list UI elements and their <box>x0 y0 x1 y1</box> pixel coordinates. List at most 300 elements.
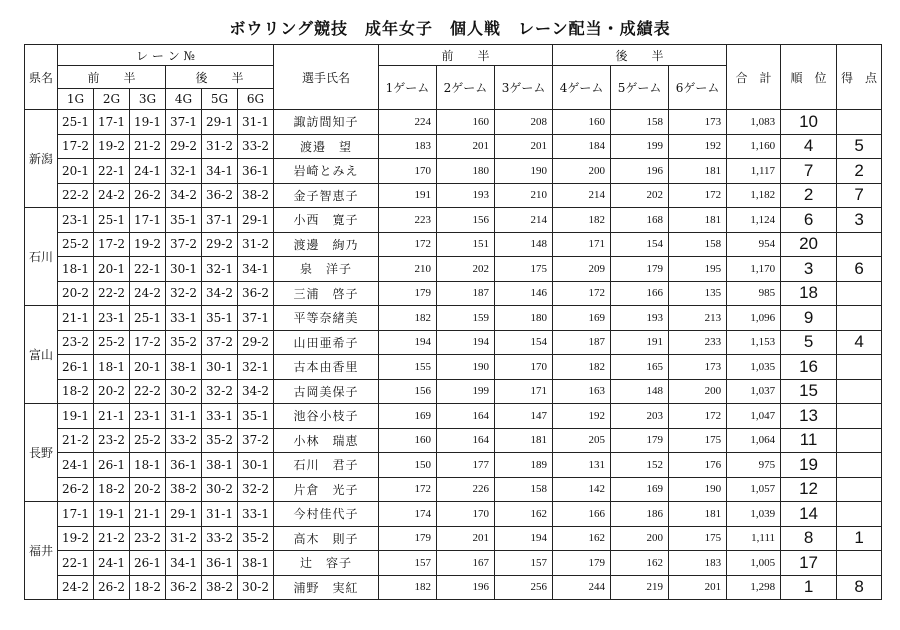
player-name-cell: 山田亜希子 <box>274 330 379 355</box>
lane-cell-2g: 22-2 <box>94 281 130 306</box>
total-cell: 1,037 <box>727 379 781 404</box>
header-lane-6g: 6G <box>238 89 274 110</box>
header-points: 得 点 <box>837 45 882 110</box>
header-lane-first-half: 前 半 <box>58 66 166 89</box>
game-score-cell-3: 210 <box>495 183 553 208</box>
results-body <box>25 110 882 600</box>
lane-cell-5g: 34-2 <box>202 281 238 306</box>
game-score-cell-2: 202 <box>437 257 495 282</box>
game-score-cell-6: 173 <box>669 110 727 135</box>
game-score-cell-1: 157 <box>379 551 437 576</box>
game-score-cell-4: 187 <box>553 330 611 355</box>
game-score-cell-5: 169 <box>611 477 669 502</box>
game-score-cell-5: 158 <box>611 110 669 135</box>
rank-cell: 1 <box>781 575 837 600</box>
game-score-cell-4: 209 <box>553 257 611 282</box>
game-score-cell-5: 179 <box>611 257 669 282</box>
lane-cell-3g: 21-1 <box>130 502 166 527</box>
lane-cell-5g: 34-1 <box>202 159 238 184</box>
lane-cell-2g: 24-2 <box>94 183 130 208</box>
lane-cell-1g: 21-2 <box>58 428 94 453</box>
game-score-cell-2: 151 <box>437 232 495 257</box>
lane-cell-6g: 34-1 <box>238 257 274 282</box>
game-score-cell-2: 193 <box>437 183 495 208</box>
game-score-cell-6: 176 <box>669 453 727 478</box>
lane-cell-1g: 25-2 <box>58 232 94 257</box>
lane-cell-4g: 34-2 <box>166 183 202 208</box>
table-row <box>25 477 882 502</box>
game-score-cell-3: 154 <box>495 330 553 355</box>
game-score-cell-2: 190 <box>437 355 495 380</box>
game-score-cell-2: 199 <box>437 379 495 404</box>
game-score-cell-4: 163 <box>553 379 611 404</box>
rank-cell: 9 <box>781 306 837 331</box>
table-row <box>25 232 882 257</box>
points-cell: 5 <box>837 134 882 159</box>
lane-cell-6g: 37-1 <box>238 306 274 331</box>
lane-cell-2g: 21-1 <box>94 404 130 429</box>
header-game-3: 3ゲーム <box>495 66 553 110</box>
game-score-cell-2: 159 <box>437 306 495 331</box>
player-name-cell: 平等奈緒美 <box>274 306 379 331</box>
player-name-cell: 小林 瑞恵 <box>274 428 379 453</box>
lane-cell-3g: 26-1 <box>130 551 166 576</box>
lane-cell-2g: 26-2 <box>94 575 130 600</box>
game-score-cell-3: 147 <box>495 404 553 429</box>
lane-cell-1g: 23-1 <box>58 208 94 233</box>
game-score-cell-4: 192 <box>553 404 611 429</box>
game-score-cell-5: 191 <box>611 330 669 355</box>
game-score-cell-3: 157 <box>495 551 553 576</box>
game-score-cell-6: 135 <box>669 281 727 306</box>
lane-cell-2g: 20-1 <box>94 257 130 282</box>
lane-cell-5g: 29-2 <box>202 232 238 257</box>
game-score-cell-4: 182 <box>553 208 611 233</box>
lane-cell-2g: 25-1 <box>94 208 130 233</box>
lane-cell-3g: 20-2 <box>130 477 166 502</box>
game-score-cell-1: 150 <box>379 453 437 478</box>
table-row <box>25 551 882 576</box>
table-row <box>25 575 882 600</box>
game-score-cell-3: 170 <box>495 355 553 380</box>
lane-cell-5g: 37-2 <box>202 330 238 355</box>
lane-cell-6g: 30-2 <box>238 575 274 600</box>
game-score-cell-3: 256 <box>495 575 553 600</box>
lane-cell-1g: 25-1 <box>58 110 94 135</box>
game-score-cell-5: 193 <box>611 306 669 331</box>
game-score-cell-4: 171 <box>553 232 611 257</box>
lane-cell-5g: 36-2 <box>202 183 238 208</box>
game-score-cell-5: 148 <box>611 379 669 404</box>
game-score-cell-3: 171 <box>495 379 553 404</box>
game-score-cell-5: 179 <box>611 428 669 453</box>
lane-cell-1g: 26-2 <box>58 477 94 502</box>
game-score-cell-4: 166 <box>553 502 611 527</box>
game-score-cell-4: 169 <box>553 306 611 331</box>
player-name-cell: 石川 君子 <box>274 453 379 478</box>
game-score-cell-1: 156 <box>379 379 437 404</box>
results-table <box>24 44 882 600</box>
player-name-cell: 池谷小枝子 <box>274 404 379 429</box>
lane-cell-4g: 35-2 <box>166 330 202 355</box>
game-score-cell-5: 152 <box>611 453 669 478</box>
game-score-cell-1: 172 <box>379 477 437 502</box>
lane-cell-4g: 37-2 <box>166 232 202 257</box>
lane-cell-4g: 29-2 <box>166 134 202 159</box>
game-score-cell-3: 175 <box>495 257 553 282</box>
lane-cell-1g: 20-2 <box>58 281 94 306</box>
lane-cell-3g: 22-2 <box>130 379 166 404</box>
game-score-cell-6: 172 <box>669 183 727 208</box>
game-score-cell-1: 223 <box>379 208 437 233</box>
total-cell: 1,124 <box>727 208 781 233</box>
table-row <box>25 134 882 159</box>
lane-cell-5g: 29-1 <box>202 110 238 135</box>
player-name-cell: 浦野 実紅 <box>274 575 379 600</box>
header-lane-no: レ ー ン № <box>58 45 274 66</box>
game-score-cell-2: 187 <box>437 281 495 306</box>
lane-cell-6g: 33-1 <box>238 502 274 527</box>
lane-cell-2g: 26-1 <box>94 453 130 478</box>
lane-cell-5g: 32-1 <box>202 257 238 282</box>
game-score-cell-2: 180 <box>437 159 495 184</box>
lane-cell-6g: 36-1 <box>238 159 274 184</box>
game-score-cell-6: 201 <box>669 575 727 600</box>
table-row <box>25 257 882 282</box>
game-score-cell-6: 192 <box>669 134 727 159</box>
lane-cell-2g: 20-2 <box>94 379 130 404</box>
game-score-cell-2: 156 <box>437 208 495 233</box>
rank-cell: 12 <box>781 477 837 502</box>
header-rank: 順 位 <box>781 45 837 110</box>
header-lane-4g: 4G <box>166 89 202 110</box>
lane-cell-1g: 18-2 <box>58 379 94 404</box>
rank-cell: 20 <box>781 232 837 257</box>
game-score-cell-3: 180 <box>495 306 553 331</box>
lane-cell-2g: 19-1 <box>94 502 130 527</box>
lane-cell-3g: 22-1 <box>130 257 166 282</box>
total-cell: 1,064 <box>727 428 781 453</box>
rank-cell: 17 <box>781 551 837 576</box>
game-score-cell-5: 200 <box>611 526 669 551</box>
game-score-cell-2: 201 <box>437 134 495 159</box>
lane-cell-5g: 30-2 <box>202 477 238 502</box>
game-score-cell-5: 203 <box>611 404 669 429</box>
lane-cell-3g: 26-2 <box>130 183 166 208</box>
header-lane-2g: 2G <box>94 89 130 110</box>
rank-cell: 15 <box>781 379 837 404</box>
game-score-cell-2: 196 <box>437 575 495 600</box>
game-score-cell-4: 131 <box>553 453 611 478</box>
lane-cell-1g: 20-1 <box>58 159 94 184</box>
lane-cell-5g: 30-1 <box>202 355 238 380</box>
header-game-5: 5ゲーム <box>611 66 669 110</box>
header-first-half-scores: 前 半 <box>379 45 553 66</box>
points-cell <box>837 404 882 429</box>
lane-cell-3g: 23-2 <box>130 526 166 551</box>
game-score-cell-6: 173 <box>669 355 727 380</box>
game-score-cell-2: 226 <box>437 477 495 502</box>
lane-cell-3g: 17-1 <box>130 208 166 233</box>
game-score-cell-1: 224 <box>379 110 437 135</box>
prefecture-cell: 福井 <box>25 502 58 600</box>
game-score-cell-4: 142 <box>553 477 611 502</box>
points-cell <box>837 477 882 502</box>
player-name-cell: 辻 容子 <box>274 551 379 576</box>
lane-cell-3g: 23-1 <box>130 404 166 429</box>
lane-cell-6g: 32-2 <box>238 477 274 502</box>
lane-cell-4g: 32-2 <box>166 281 202 306</box>
game-score-cell-1: 179 <box>379 526 437 551</box>
game-score-cell-4: 244 <box>553 575 611 600</box>
lane-cell-6g: 31-1 <box>238 110 274 135</box>
game-score-cell-5: 199 <box>611 134 669 159</box>
lane-cell-3g: 19-1 <box>130 110 166 135</box>
game-score-cell-3: 189 <box>495 453 553 478</box>
lane-cell-4g: 35-1 <box>166 208 202 233</box>
game-score-cell-1: 155 <box>379 355 437 380</box>
rank-cell: 10 <box>781 110 837 135</box>
points-cell <box>837 110 882 135</box>
game-score-cell-6: 233 <box>669 330 727 355</box>
total-cell: 985 <box>727 281 781 306</box>
header-second-half-scores: 後 半 <box>553 45 727 66</box>
lane-cell-5g: 37-1 <box>202 208 238 233</box>
header-lane-second-half: 後 半 <box>166 66 274 89</box>
table-row <box>25 404 882 429</box>
game-score-cell-3: 214 <box>495 208 553 233</box>
total-cell: 1,047 <box>727 404 781 429</box>
rank-cell: 19 <box>781 453 837 478</box>
header-lane-3g: 3G <box>130 89 166 110</box>
rank-cell: 3 <box>781 257 837 282</box>
player-name-cell: 今村佳代子 <box>274 502 379 527</box>
lane-cell-4g: 38-1 <box>166 355 202 380</box>
game-score-cell-6: 181 <box>669 159 727 184</box>
lane-cell-4g: 29-1 <box>166 502 202 527</box>
game-score-cell-1: 182 <box>379 575 437 600</box>
game-score-cell-6: 175 <box>669 428 727 453</box>
lane-cell-1g: 24-2 <box>58 575 94 600</box>
player-name-cell: 金子智恵子 <box>274 183 379 208</box>
lane-cell-6g: 36-2 <box>238 281 274 306</box>
lane-cell-2g: 21-2 <box>94 526 130 551</box>
game-score-cell-4: 179 <box>553 551 611 576</box>
lane-cell-2g: 18-1 <box>94 355 130 380</box>
game-score-cell-6: 175 <box>669 526 727 551</box>
game-score-cell-4: 200 <box>553 159 611 184</box>
table-row <box>25 183 882 208</box>
lane-cell-5g: 32-2 <box>202 379 238 404</box>
lane-cell-6g: 33-2 <box>238 134 274 159</box>
total-cell: 975 <box>727 453 781 478</box>
player-name-cell: 岩崎とみえ <box>274 159 379 184</box>
player-name-cell: 片倉 光子 <box>274 477 379 502</box>
table-row <box>25 428 882 453</box>
points-cell: 7 <box>837 183 882 208</box>
total-cell: 1,083 <box>727 110 781 135</box>
lane-cell-3g: 25-1 <box>130 306 166 331</box>
game-score-cell-5: 154 <box>611 232 669 257</box>
game-score-cell-4: 205 <box>553 428 611 453</box>
lane-cell-3g: 25-2 <box>130 428 166 453</box>
game-score-cell-2: 167 <box>437 551 495 576</box>
lane-cell-1g: 19-2 <box>58 526 94 551</box>
lane-cell-4g: 30-2 <box>166 379 202 404</box>
lane-cell-5g: 36-1 <box>202 551 238 576</box>
game-score-cell-1: 179 <box>379 281 437 306</box>
total-cell: 1,117 <box>727 159 781 184</box>
lane-cell-5g: 35-2 <box>202 428 238 453</box>
game-score-cell-1: 210 <box>379 257 437 282</box>
points-cell <box>837 232 882 257</box>
lane-cell-3g: 24-2 <box>130 281 166 306</box>
player-name-cell: 古岡美保子 <box>274 379 379 404</box>
lane-cell-4g: 38-2 <box>166 477 202 502</box>
game-score-cell-2: 177 <box>437 453 495 478</box>
prefecture-cell: 石川 <box>25 208 58 306</box>
game-score-cell-2: 164 <box>437 428 495 453</box>
lane-cell-4g: 31-1 <box>166 404 202 429</box>
points-cell <box>837 355 882 380</box>
lane-cell-6g: 34-2 <box>238 379 274 404</box>
game-score-cell-3: 190 <box>495 159 553 184</box>
table-row <box>25 159 882 184</box>
game-score-cell-2: 170 <box>437 502 495 527</box>
game-score-cell-5: 166 <box>611 281 669 306</box>
lane-cell-2g: 18-2 <box>94 477 130 502</box>
total-cell: 1,039 <box>727 502 781 527</box>
game-score-cell-6: 190 <box>669 477 727 502</box>
game-score-cell-1: 194 <box>379 330 437 355</box>
rank-cell: 18 <box>781 281 837 306</box>
lane-cell-4g: 33-1 <box>166 306 202 331</box>
game-score-cell-4: 182 <box>553 355 611 380</box>
points-cell <box>837 281 882 306</box>
points-cell <box>837 306 882 331</box>
lane-cell-1g: 19-1 <box>58 404 94 429</box>
total-cell: 1,170 <box>727 257 781 282</box>
lane-cell-5g: 31-2 <box>202 134 238 159</box>
lane-cell-6g: 35-2 <box>238 526 274 551</box>
total-cell: 1,182 <box>727 183 781 208</box>
lane-cell-4g: 36-1 <box>166 453 202 478</box>
lane-cell-6g: 29-2 <box>238 330 274 355</box>
rank-cell: 14 <box>781 502 837 527</box>
lane-cell-2g: 19-2 <box>94 134 130 159</box>
table-row <box>25 502 882 527</box>
table-row <box>25 330 882 355</box>
lane-cell-4g: 34-1 <box>166 551 202 576</box>
lane-cell-4g: 36-2 <box>166 575 202 600</box>
points-cell <box>837 453 882 478</box>
lane-cell-2g: 22-1 <box>94 159 130 184</box>
lane-cell-2g: 25-2 <box>94 330 130 355</box>
game-score-cell-2: 201 <box>437 526 495 551</box>
player-name-cell: 古本由香里 <box>274 355 379 380</box>
game-score-cell-4: 214 <box>553 183 611 208</box>
game-score-cell-6: 213 <box>669 306 727 331</box>
points-cell: 3 <box>837 208 882 233</box>
game-score-cell-1: 170 <box>379 159 437 184</box>
table-row <box>25 281 882 306</box>
total-cell: 954 <box>727 232 781 257</box>
header-game-6: 6ゲーム <box>669 66 727 110</box>
game-score-cell-3: 146 <box>495 281 553 306</box>
table-row <box>25 306 882 331</box>
lane-cell-1g: 18-1 <box>58 257 94 282</box>
lane-cell-5g: 31-1 <box>202 502 238 527</box>
lane-cell-6g: 38-2 <box>238 183 274 208</box>
points-cell: 1 <box>837 526 882 551</box>
sheet-title: ボウリング競技 成年女子 個人戦 レーン配当・成績表 <box>229 19 671 38</box>
table-row <box>25 379 882 404</box>
total-cell: 1,035 <box>727 355 781 380</box>
lane-cell-4g: 33-2 <box>166 428 202 453</box>
lane-cell-1g: 23-2 <box>58 330 94 355</box>
lane-cell-5g: 38-1 <box>202 453 238 478</box>
lane-cell-5g: 35-1 <box>202 306 238 331</box>
lane-cell-4g: 32-1 <box>166 159 202 184</box>
game-score-cell-6: 172 <box>669 404 727 429</box>
total-cell: 1,005 <box>727 551 781 576</box>
game-score-cell-1: 169 <box>379 404 437 429</box>
game-score-cell-2: 194 <box>437 330 495 355</box>
rank-cell: 4 <box>781 134 837 159</box>
points-cell <box>837 502 882 527</box>
points-cell <box>837 379 882 404</box>
lane-cell-1g: 24-1 <box>58 453 94 478</box>
lane-cell-2g: 17-1 <box>94 110 130 135</box>
lane-cell-4g: 37-1 <box>166 110 202 135</box>
header-prefecture: 県名 <box>25 45 58 110</box>
game-score-cell-6: 183 <box>669 551 727 576</box>
lane-cell-6g: 32-1 <box>238 355 274 380</box>
player-name-cell: 三浦 啓子 <box>274 281 379 306</box>
lane-cell-3g: 20-1 <box>130 355 166 380</box>
lane-cell-5g: 33-1 <box>202 404 238 429</box>
game-score-cell-2: 164 <box>437 404 495 429</box>
lane-cell-1g: 22-1 <box>58 551 94 576</box>
game-score-cell-1: 160 <box>379 428 437 453</box>
lane-cell-4g: 30-1 <box>166 257 202 282</box>
game-score-cell-3: 194 <box>495 526 553 551</box>
game-score-cell-1: 174 <box>379 502 437 527</box>
table-row <box>25 355 882 380</box>
game-score-cell-4: 160 <box>553 110 611 135</box>
lane-cell-6g: 30-1 <box>238 453 274 478</box>
header-lane-1g: 1G <box>58 89 94 110</box>
points-cell <box>837 551 882 576</box>
game-score-cell-6: 181 <box>669 208 727 233</box>
lane-cell-3g: 24-1 <box>130 159 166 184</box>
game-score-cell-5: 162 <box>611 551 669 576</box>
lane-cell-6g: 38-1 <box>238 551 274 576</box>
lane-cell-3g: 18-2 <box>130 575 166 600</box>
lane-cell-2g: 24-1 <box>94 551 130 576</box>
game-score-cell-1: 183 <box>379 134 437 159</box>
lane-cell-2g: 23-1 <box>94 306 130 331</box>
game-score-cell-4: 184 <box>553 134 611 159</box>
game-score-cell-3: 148 <box>495 232 553 257</box>
game-score-cell-3: 162 <box>495 502 553 527</box>
lane-cell-2g: 23-2 <box>94 428 130 453</box>
rank-cell: 16 <box>781 355 837 380</box>
lane-cell-1g: 26-1 <box>58 355 94 380</box>
game-score-cell-3: 201 <box>495 134 553 159</box>
game-score-cell-3: 208 <box>495 110 553 135</box>
rank-cell: 2 <box>781 183 837 208</box>
